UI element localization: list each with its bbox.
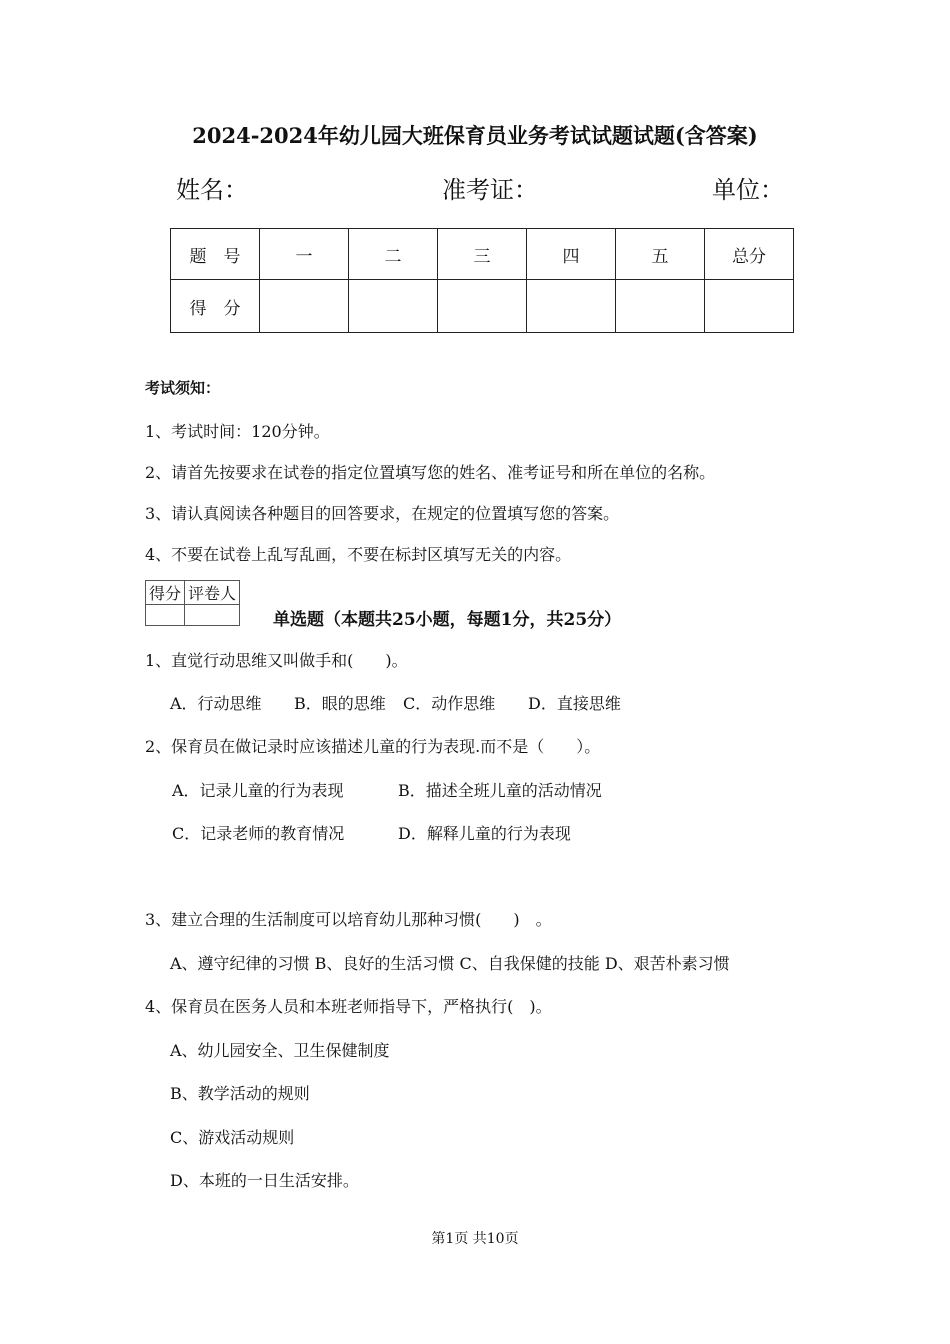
q2-option-d: D．解释儿童的行为表现 [398,824,571,843]
q1-option-b: B．眼的思维 [294,694,386,713]
q4-option-c: C、游戏活动规则 [170,1128,295,1147]
q1-option-d: D．直接思维 [528,694,621,713]
score-input-1[interactable] [260,280,349,333]
grader-box [145,580,240,626]
score-input-5[interactable] [616,280,705,333]
score-input-4[interactable] [527,280,616,333]
score-table [170,228,794,333]
question-stem: 3、建立合理的生活制度可以培育幼儿那种习惯( ) 。 [145,910,552,929]
notice-item: 2、请首先按要求在试卷的指定位置填写您的姓名、准考证号和所在单位的名称。 [145,463,716,482]
notice-item: 1、考试时间：120分钟。 [145,422,330,441]
notice-item: 3、请认真阅读各种题目的回答要求，在规定的位置填写您的答案。 [145,504,620,523]
score-cell-4: 四 [527,229,616,280]
q4-option-b: B、教学活动的规则 [170,1084,310,1103]
unit-field-label: 单位： [712,176,784,204]
score-cell-5: 五 [616,229,705,280]
score-cell-total: 总分 [705,229,794,280]
score-table-score-row [171,280,794,333]
q1-option-a: A．行动思维 [170,694,262,713]
score-input-total[interactable] [705,280,794,333]
question-stem: 4、保育员在医务人员和本班老师指导下，严格执行( )。 [145,997,552,1016]
q2-option-b: B．描述全班儿童的活动情况 [398,781,602,800]
grader-score-label: 得分 [146,581,185,605]
question-stem: 2、保育员在做记录时应该描述儿童的行为表现.而不是（ ）。 [145,737,601,756]
q3-options: A、遵守纪律的习惯 B、良好的生活习惯 C、自我保健的技能 D、艰苦朴素习惯 [170,954,730,973]
notice-heading: 考试须知： [145,379,221,397]
grader-name-input[interactable] [185,605,240,626]
score-table-header-row [171,229,794,280]
question-stem: 1、直觉行动思维又叫做手和( )。 [145,651,408,670]
q4-option-a: A、幼儿园安全、卫生保健制度 [170,1041,390,1060]
score-cell-2: 二 [349,229,438,280]
grader-name-label: 评卷人 [185,581,240,605]
score-cell-1: 一 [260,229,349,280]
q1-option-c: C．动作思维 [403,694,496,713]
score-input-2[interactable] [349,280,438,333]
name-field-label: 姓名： [176,176,248,204]
ticket-field-label: 准考证： [442,176,538,204]
score-cell-label: 题 号 [171,229,260,280]
grader-score-input[interactable] [146,605,185,626]
page-footer: 第1页 共10页 [431,1231,519,1247]
q2-option-c: C．记录老师的教育情况 [172,824,345,843]
score-row-label: 得 分 [171,280,260,333]
notice-item: 4、不要在试卷上乱写乱画，不要在标封区填写无关的内容。 [145,545,572,564]
q2-option-a: A．记录儿童的行为表现 [172,781,344,800]
score-input-3[interactable] [438,280,527,333]
section-title: 单选题（本题共25小题，每题1分，共25分） [273,610,622,630]
page-title: 2024-2024年幼儿园大班保育员业务考试试题试题(含答案) [192,123,758,148]
q4-option-d: D、本班的一日生活安排。 [170,1171,359,1190]
score-cell-3: 三 [438,229,527,280]
